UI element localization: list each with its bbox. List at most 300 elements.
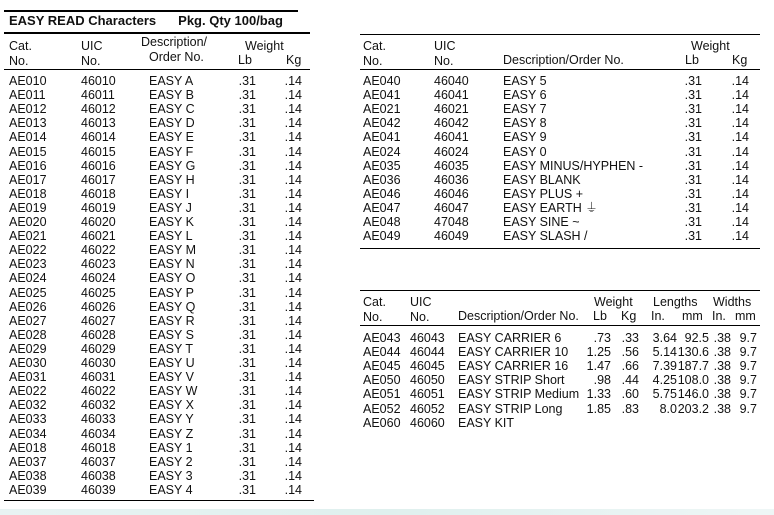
rb-cell-uic: 46050 [410,373,445,388]
left-cell-uic: 46025 [81,285,116,300]
rt-cell-cat: AE047 [363,200,401,215]
left-cell-desc: EASY 2 [149,454,193,469]
rt-row [0,130,774,144]
rb-header-cat-line2: No. [363,310,383,324]
left-cell-desc: EASY 4 [149,482,193,497]
rt-row [0,74,774,88]
rt-cell-kg: .14 [731,229,749,244]
left-cell-uic: 46015 [81,144,116,159]
rb-cell-cat: AE052 [363,401,401,416]
rb-header-weight: Weight [594,295,633,309]
left-cell-kg: .14 [284,88,302,103]
rb-cell-wid-mm: 9.7 [739,401,757,416]
rt-header-uic [434,39,456,69]
rt-row [0,215,774,229]
left-cell-lb: .31 [238,200,256,215]
left-cell-desc: EASY E [149,130,194,145]
rt-cell-lb: .31 [684,200,702,215]
rb-cell-cat: AE051 [363,387,401,402]
left-cell-cat: AE039 [9,482,47,497]
rt-cell-uic: 47048 [434,215,469,229]
left-cell-lb: .31 [238,271,256,286]
pkg-qty: Pkg. Qty 100/bag [178,13,283,28]
left-cell-lb: .31 [238,215,256,229]
rb-cell-desc: EASY STRIP Long [458,401,563,416]
left-cell-desc: EASY O [149,271,196,286]
rt-cell-desc: EASY SLASH / [503,229,588,244]
left-cell-cat: AE018 [9,186,47,201]
rt-header-weight: Weight [691,39,730,53]
left-bottom-rule [4,500,314,501]
left-cell-desc: EASY W [149,384,198,399]
rb-cell-desc: EASY CARRIER 10 [458,345,569,360]
header-cat-line2: No. [9,54,29,68]
left-cell-lb: .31 [238,285,256,300]
left-cell-desc: EASY 3 [149,468,193,483]
rb-cell-len-in: 5.75 [652,387,677,402]
rt-bottom-rule [360,248,760,249]
rb-header-kg: Kg [621,309,637,323]
left-cell-cat: AE016 [9,158,47,173]
left-cell-desc: EASY C [149,102,195,117]
rt-cell-desc: EASY 6 [503,88,547,103]
left-cell-cat: AE017 [9,172,47,187]
left-cell-lb: .31 [238,426,256,441]
header-desc-line1: Description/ [141,35,207,49]
bottom-strip [0,509,774,515]
rt-cell-cat: AE041 [363,130,401,145]
left-cell-lb: .31 [238,384,256,399]
rt-row [0,229,774,243]
left-cell-lb: .31 [238,116,256,131]
rb-cell-cat: AE044 [363,345,401,360]
left-cell-uic: 46039 [81,482,116,497]
rt-cell-uic: 46046 [434,186,469,201]
left-cell-cat: AE020 [9,215,47,229]
rt-cell-desc: EASY SINE ~ [503,215,580,229]
left-cell-uic: 46019 [81,200,116,215]
rb-cell-wid-mm: 9.7 [739,359,757,374]
left-header-rule [4,69,310,70]
rb-header-cat-line1: Cat. [363,295,386,309]
rt-header-desc: Description/Order No. [503,53,624,67]
left-cell-lb: .31 [238,440,256,455]
left-cell-cat: AE032 [9,398,47,413]
left-cell-cat: AE028 [9,327,47,342]
rb-header-len-in: In. [651,309,665,323]
rb-cell-wid-in: .38 [713,401,731,416]
left-cell-lb: .31 [238,243,256,258]
rt-row [0,159,774,173]
header-desc-line2: Order No. [149,50,204,64]
left-cell-cat: AE027 [9,313,47,328]
rb-cell-uic: 46043 [410,331,445,345]
rt-cell-cat: AE024 [363,144,401,159]
left-cell-uic: 46031 [81,370,116,385]
rb-cell-len-mm: 146.0 [677,387,709,402]
left-cell-desc: EASY M [149,243,197,258]
rb-cell-desc: EASY KIT [458,415,515,430]
left-cell-kg: .14 [284,116,302,131]
left-cell-lb: .31 [238,102,256,117]
left-cell-desc: EASY G [149,158,196,173]
left-cell-lb: .31 [238,158,256,173]
left-row [0,483,774,497]
rt-cell-uic: 46035 [434,158,469,173]
rb-cell-len-mm: 108.0 [677,373,709,388]
rb-cell-kg: .56 [621,345,639,360]
left-cell-uic: 46024 [81,271,116,286]
left-cell-cat: AE018 [9,440,47,455]
rb-cell-wid-mm: 9.7 [739,331,757,345]
rt-row [0,88,774,102]
rt-cell-desc: EASY 8 [503,116,547,131]
rt-cell-cat: AE021 [363,102,401,117]
rt-cell-desc: EASY 5 [503,74,547,88]
left-table-title [9,13,283,28]
left-cell-uic: 46027 [81,313,116,328]
rb-header-uic-line2: No. [410,310,430,324]
left-cell-lb: .31 [238,130,256,145]
left-cell-uic: 46018 [81,186,116,201]
rt-cell-uic: 46042 [434,116,469,131]
left-cell-cat: AE034 [9,426,47,441]
rb-cell-lb: .73 [593,331,611,345]
rt-cell-kg: .14 [731,158,749,173]
left-header-cat [9,39,32,69]
left-cell-desc: EASY U [149,356,195,370]
rt-header-rule [360,69,760,70]
left-cell-cat: AE013 [9,116,47,131]
rt-cell-lb: .31 [684,74,702,88]
rt-row [0,116,774,130]
rt-cell-kg: .14 [731,116,749,131]
left-cell-cat: AE025 [9,285,47,300]
rb-cell-uic: 46045 [410,359,445,374]
rb-cell-desc: EASY CARRIER 6 [458,331,562,345]
rt-cell-kg: .14 [731,186,749,201]
left-cell-kg: .14 [284,257,302,272]
rb-header-cat [363,295,386,325]
rb-header-desc: Description/Order No. [458,309,579,323]
left-cell-uic: 46033 [81,412,116,427]
left-header-uic [81,39,103,69]
left-row [0,271,774,285]
left-cell-cat: AE011 [9,88,46,103]
rb-cell-len-in: 3.64 [652,331,677,345]
rt-cell-kg: .14 [731,88,749,103]
left-cell-kg: .14 [284,341,302,356]
left-cell-uic: 46029 [81,341,116,356]
left-row [0,257,774,271]
rb-cell-wid-mm: 9.7 [739,373,757,388]
left-cell-desc: EASY V [149,370,194,385]
left-cell-lb: .31 [238,74,256,88]
left-cell-desc: EASY T [149,341,194,356]
left-cell-uic: 46022 [81,384,116,399]
left-header-kg: Kg [286,53,302,67]
rt-cell-desc: EASY 7 [503,102,547,117]
left-cell-lb: .31 [238,398,256,413]
left-cell-kg: .14 [284,398,302,413]
rt-row [0,201,774,215]
left-cell-cat: AE030 [9,356,47,370]
rb-header-rule [360,325,760,326]
header-cat-line1: Cat. [9,39,32,53]
left-cell-uic: 46014 [81,130,116,145]
left-cell-desc: EASY F [149,144,194,159]
rb-row [0,359,774,373]
left-cell-desc: EASY A [149,74,194,88]
rb-cell-len-in: 7.39 [652,359,677,374]
rt-cell-uic: 46041 [434,88,469,103]
rt-cell-desc: EASY 9 [503,130,547,145]
rt-row [0,173,774,187]
left-cell-kg: .14 [284,243,302,258]
rt-cell-uic: 46041 [434,130,469,145]
rt-top-rule [360,34,760,35]
rb-cell-lb: 1.47 [586,359,611,374]
left-title-rule [4,32,310,34]
rb-cell-len-in: 5.14 [652,345,677,360]
left-cell-cat: AE024 [9,271,47,286]
rt-header-cat-line2: No. [363,54,383,68]
rb-cell-len-in: 4.25 [652,373,677,388]
left-cell-uic: 46028 [81,327,116,342]
rb-cell-desc: EASY STRIP Medium [458,387,580,402]
left-cell-desc: EASY Z [149,426,194,441]
rb-cell-lb: 1.33 [586,387,611,402]
rb-header-lb: Lb [593,309,607,323]
rb-cell-len-mm: 92.5 [684,331,709,345]
left-cell-cat: AE022 [9,384,47,399]
left-cell-kg: .14 [284,370,302,385]
rt-header-uic-line2: No. [434,54,454,68]
left-cell-lb: .31 [238,468,256,483]
rb-cell-wid-mm: 9.7 [739,387,757,402]
left-cell-cat: AE010 [9,74,47,88]
left-cell-kg: .14 [284,482,302,497]
rb-cell-kg: .44 [621,373,639,388]
left-cell-uic: 46011 [81,88,115,103]
rb-row [0,331,774,345]
left-cell-cat: AE023 [9,257,47,272]
left-cell-desc: EASY R [149,313,195,328]
rb-cell-desc: EASY CARRIER 16 [458,359,569,374]
left-cell-lb: .31 [238,412,256,427]
rt-cell-desc: EASY MINUS/HYPHEN - [503,158,644,173]
left-cell-desc: EASY S [149,327,194,342]
left-cell-desc: EASY K [149,215,194,229]
rt-cell-cat: AE041 [363,88,401,103]
rb-cell-uic: 46051 [410,387,445,402]
rb-cell-uic: 46060 [410,415,445,430]
rb-cell-lb: .98 [593,373,611,388]
left-cell-desc: EASY D [149,116,195,131]
left-cell-uic: 46021 [81,229,116,244]
left-cell-cat: AE022 [9,243,47,258]
rt-cell-kg: .14 [731,130,749,145]
rb-cell-wid-in: .38 [713,359,731,374]
rb-header-uic-line1: UIC [410,295,432,309]
rt-cell-uic: 46024 [434,144,469,159]
left-cell-uic: 46020 [81,215,116,229]
rb-cell-kg: .33 [621,331,639,345]
left-cell-kg: .14 [284,440,302,455]
rt-cell-cat: AE046 [363,186,401,201]
left-cell-cat: AE026 [9,299,47,314]
left-cell-kg: .14 [284,426,302,441]
rb-header-len-mm: mm [682,309,703,323]
rb-top-rule [360,290,760,291]
rt-header-cat-line1: Cat. [363,39,386,53]
left-cell-kg: .14 [284,102,302,117]
left-cell-kg: .14 [284,172,302,187]
left-cell-lb: .31 [238,454,256,469]
rb-row [0,387,774,401]
left-top-rule [4,10,298,12]
rt-cell-lb: .31 [684,186,702,201]
left-cell-cat: AE031 [9,370,47,385]
rt-cell-kg: .14 [731,215,749,229]
rt-cell-cat: AE036 [363,172,401,187]
left-cell-kg: .14 [284,215,302,229]
rt-cell-cat: AE048 [363,215,401,229]
left-cell-cat: AE033 [9,412,47,427]
rt-cell-lb: .31 [684,88,702,103]
rt-header-kg: Kg [732,53,748,67]
rb-cell-cat: AE060 [363,415,401,430]
rb-cell-wid-in: .38 [713,345,731,360]
left-cell-lb: .31 [238,341,256,356]
rt-cell-kg: .14 [731,172,749,187]
rb-cell-len-in: 8.0 [659,401,677,416]
left-cell-uic: 46034 [81,426,116,441]
left-cell-cat: AE014 [9,130,47,145]
left-cell-uic: 46018 [81,440,116,455]
rt-cell-cat: AE049 [363,229,401,244]
rt-cell-lb: .31 [684,158,702,173]
left-cell-desc: EASY Y [149,412,194,427]
left-cell-kg: .14 [284,229,302,244]
rb-cell-uic: 46044 [410,345,445,360]
rt-header-lb: Lb [685,53,699,67]
rt-row [0,145,774,159]
rb-cell-desc: EASY STRIP Short [458,373,565,388]
rt-cell-uic: 46036 [434,172,469,187]
rb-cell-cat: AE043 [363,331,401,345]
title-text: EASY READ Characters [9,13,157,28]
left-cell-kg: .14 [284,158,302,173]
left-row [0,243,774,257]
left-cell-kg: .14 [284,200,302,215]
rt-cell-desc: EASY 0 [503,144,547,159]
rb-row [0,345,774,359]
rt-cell-lb: .31 [684,130,702,145]
left-cell-uic: 46016 [81,158,116,173]
left-cell-desc: EASY I [149,186,190,201]
left-cell-lb: .31 [238,257,256,272]
rb-cell-uic: 46052 [410,401,445,416]
rt-cell-desc: EASY BLANK [503,172,581,187]
rb-cell-kg: .66 [621,359,639,374]
rb-cell-wid-in: .38 [713,331,731,345]
rb-cell-wid-in: .38 [713,387,731,402]
left-cell-desc: EASY B [149,88,194,103]
left-cell-kg: .14 [284,144,302,159]
left-cell-desc: EASY P [149,285,194,300]
rt-cell-lb: .31 [684,229,702,244]
rt-cell-desc: EASY EARTH ⏚ [503,200,598,215]
rt-cell-kg: .14 [731,102,749,117]
left-cell-uic: 46026 [81,299,116,314]
left-cell-kg: .14 [284,74,302,88]
rt-cell-desc: EASY PLUS + [503,186,584,201]
left-cell-kg: .14 [284,356,302,370]
rb-cell-cat: AE050 [363,373,401,388]
left-cell-cat: AE037 [9,454,47,469]
left-cell-lb: .31 [238,229,256,244]
left-cell-uic: 46032 [81,398,116,413]
left-cell-lb: .31 [238,313,256,328]
left-cell-kg: .14 [284,412,302,427]
left-cell-lb: .31 [238,327,256,342]
left-cell-cat: AE019 [9,200,47,215]
rt-cell-kg: .14 [731,200,749,215]
rt-cell-cat: AE035 [363,158,401,173]
rt-row [0,187,774,201]
rb-header-widths: Widths [713,295,752,309]
left-cell-lb: .31 [238,144,256,159]
left-cell-kg: .14 [284,313,302,328]
header-uic-line1: UIC [81,39,103,53]
rt-cell-cat: AE042 [363,116,401,131]
left-cell-desc: EASY Q [149,299,196,314]
rb-cell-wid-in: .38 [713,373,731,388]
rb-cell-wid-mm: 9.7 [739,345,757,360]
left-cell-uic: 46012 [81,102,116,117]
left-cell-lb: .31 [238,172,256,187]
left-row [0,469,774,483]
left-cell-desc: EASY H [149,172,195,187]
left-cell-uic: 46023 [81,257,116,272]
rt-cell-lb: .31 [684,172,702,187]
left-header-lb: Lb [238,53,252,67]
left-cell-uic: 46038 [81,468,116,483]
rt-cell-lb: .31 [684,144,702,159]
left-cell-uic: 46030 [81,356,116,370]
rt-cell-uic: 46021 [434,102,469,117]
rt-cell-kg: .14 [731,74,749,88]
left-header-weight: Weight [245,39,284,53]
left-cell-lb: .31 [238,88,256,103]
left-cell-lb: .31 [238,482,256,497]
rb-cell-lb: 1.85 [586,401,611,416]
rt-cell-uic: 46047 [434,200,469,215]
rb-cell-len-mm: 187.7 [677,359,709,374]
left-cell-lb: .31 [238,370,256,385]
rb-row [0,402,774,416]
left-cell-kg: .14 [284,454,302,469]
rt-cell-lb: .31 [684,215,702,229]
left-cell-desc: EASY J [149,200,192,215]
rb-row [0,416,774,430]
rb-header-uic [410,295,432,325]
rb-cell-len-mm: 130.6 [677,345,709,360]
left-cell-kg: .14 [284,285,302,300]
left-cell-kg: .14 [284,271,302,286]
left-cell-lb: .31 [238,186,256,201]
